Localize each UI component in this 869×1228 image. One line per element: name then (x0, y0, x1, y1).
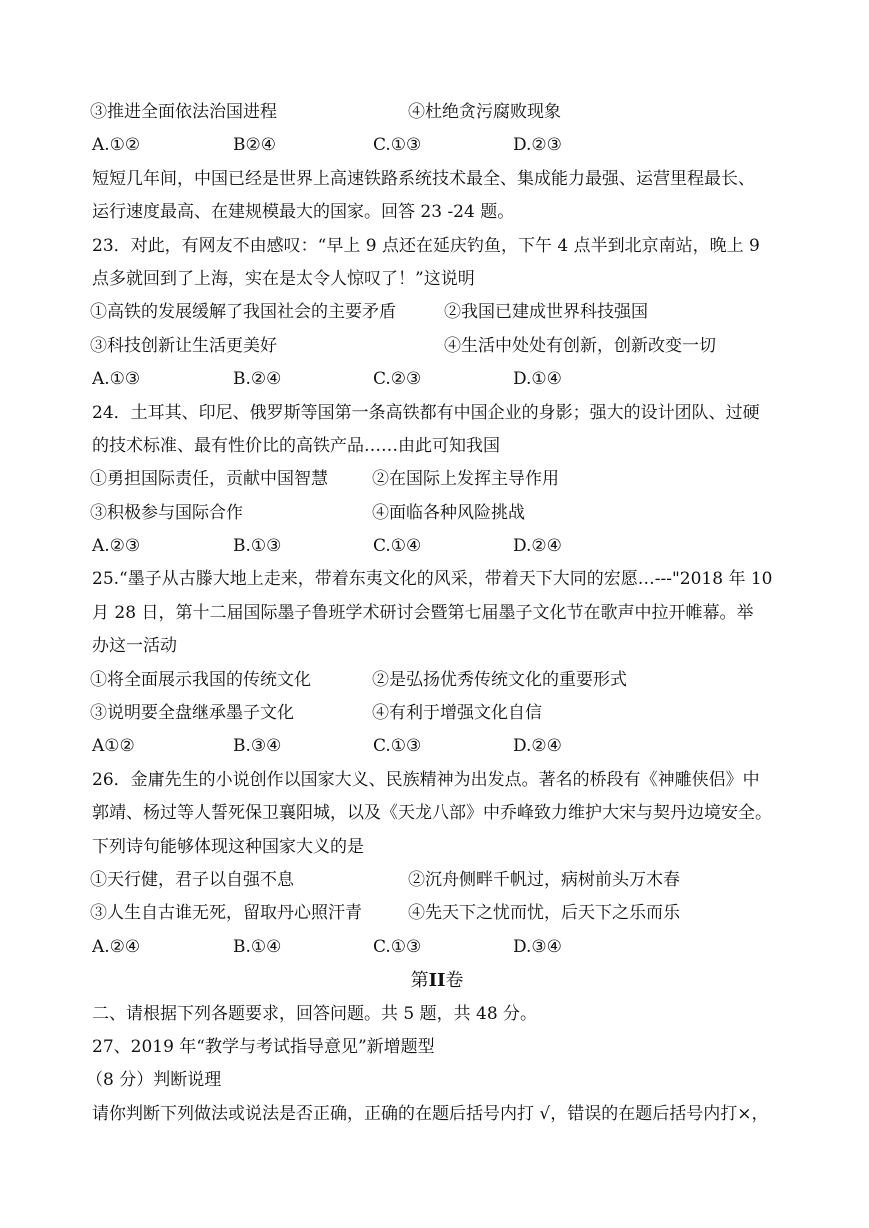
choice-2: ②在国际上发挥主导作用 (372, 469, 559, 490)
question-25-stem: 月 28 日，第十二届国际墨子鲁班学术研讨会暨第七届墨子文化节在歌声中拉开帷幕。举 (92, 602, 754, 623)
section-instructions: 二、请根据下列各题要求，回答问题。共 5 题，共 48 分。 (92, 1003, 538, 1024)
option-row (92, 897, 782, 930)
choice-1: ①高铁的发展缓解了我国社会的主要矛盾 (90, 302, 396, 323)
answer-row (92, 530, 782, 563)
question-27-subheading: （8 分）判断说理 (86, 1070, 222, 1091)
choice-4: ④生活中处处有创新，创新改变一切 (444, 335, 716, 356)
answer-row (92, 129, 782, 162)
answer-a: A.②③ (92, 536, 141, 557)
section-title-numeral: II (428, 970, 446, 992)
answer-c: C.①③ (373, 135, 422, 156)
answer-a: A.①② (92, 135, 141, 156)
answer-d: D.②④ (513, 736, 562, 757)
answer-d: D.①④ (513, 369, 562, 390)
choice-3: ③说明要全盘继承墨子文化 (90, 703, 294, 724)
option-row (92, 330, 782, 363)
option-row (92, 497, 782, 530)
answer-b: B②④ (233, 135, 276, 156)
answer-b: B.②④ (233, 369, 282, 390)
answer-d: D.③④ (513, 936, 562, 957)
question-27-instructions: 请你判断下列做法或说法是否正确，正确的在题后括号内打 √，错误的在题后括号内打×， (92, 1103, 769, 1124)
choice-2: ②沉舟侧畔千帆过，病树前头万木春 (408, 869, 680, 890)
answer-c: C.②③ (373, 369, 422, 390)
question-24-stem: 24．土耳其、印尼、俄罗斯等国第一条高铁都有中国企业的身影；强大的设计团队、过硬 (92, 402, 760, 423)
choice-4: ④有利于增强文化自信 (372, 703, 542, 724)
option-row (92, 664, 782, 697)
answer-b: B.③④ (233, 736, 282, 757)
answer-row (92, 931, 782, 964)
answer-c: C.①③ (373, 736, 422, 757)
answer-b: B.①③ (233, 536, 282, 557)
section-title-prefix: 第 (410, 970, 429, 992)
answer-row (92, 363, 782, 396)
question-27-heading: 27、2019 年“教学与考试指导意见”新增题型 (92, 1036, 435, 1057)
option-row (92, 697, 782, 730)
option-row (92, 296, 782, 329)
option-row (92, 96, 782, 129)
question-25-stem: 25.“墨子从古滕大地上走来，带着东夷文化的风采，带着天下大同的宏愿…---"2018 年 10 (92, 569, 773, 590)
intro-text: 运行速度最高、在建规模最大的国家。回答 23 -24 题。 (92, 202, 515, 223)
question-25-stem: 办这一活动 (92, 636, 177, 657)
section-title-suffix: 卷 (445, 970, 464, 992)
choice-3: ③人生自古谁无死，留取丹心照汗青 (90, 903, 362, 924)
question-23-stem: 23．对此，有网友不由感叹：“早上 9 点还在延庆钓鱼，下午 4 点半到北京南站，晚上 9 (92, 235, 760, 256)
choice-1: ①勇担国际责任，贡献中国智慧 (90, 469, 328, 490)
answer-b: B.①④ (233, 936, 282, 957)
choice-4: ④面临各种风险挑战 (372, 502, 525, 523)
question-24-stem: 的技术标准、最有性价比的高铁产品……由此可知我国 (92, 435, 500, 456)
answer-d: D.②④ (513, 536, 562, 557)
answer-a: A.①③ (92, 369, 141, 390)
question-26-stem: 下列诗句能够体现这种国家大义的是 (92, 836, 364, 857)
question-23-stem: 点多就回到了上海，实在是太令人惊叹了！”这说明 (92, 268, 475, 289)
answer-c: C.①③ (373, 936, 422, 957)
intro-text: 短短几年间，中国已经是世界上高速铁路系统技术最全、集成能力最强、运营里程最长、 (92, 168, 755, 189)
answer-row (92, 730, 782, 763)
choice-1: ①将全面展示我国的传统文化 (90, 669, 311, 690)
choice-3: ③积极参与国际合作 (90, 502, 243, 523)
section-title (92, 964, 782, 997)
choice-1: ①天行健，君子以自强不息 (90, 869, 294, 890)
choice-2: ②我国已建成世界科技强国 (444, 302, 648, 323)
question-26-stem: 郭靖、杨过等人誓死保卫襄阳城，以及《天龙八部》中乔峰致力维护大宋与契丹边境安全。 (92, 803, 772, 824)
answer-c: C.①④ (373, 536, 422, 557)
choice-3: ③科技创新让生活更美好 (90, 335, 277, 356)
choice-2: ②是弘扬优秀传统文化的重要形式 (372, 669, 627, 690)
answer-a: A①② (92, 736, 135, 757)
choice-4: ④先天下之忧而忧，后天下之乐而乐 (408, 903, 680, 924)
answer-d: D.②③ (513, 135, 562, 156)
answer-a: A.②④ (92, 936, 141, 957)
exam-page (86, 96, 782, 1131)
choice-3: ③推进全面依法治国进程 (90, 102, 277, 122)
choice-4: ④杜绝贪污腐败现象 (408, 102, 561, 122)
question-26-stem: 26．金庸先生的小说创作以国家大义、民族精神为出发点。著名的桥段有《神雕侠侣》中 (92, 769, 760, 790)
option-row (92, 864, 782, 897)
option-row (92, 463, 782, 496)
